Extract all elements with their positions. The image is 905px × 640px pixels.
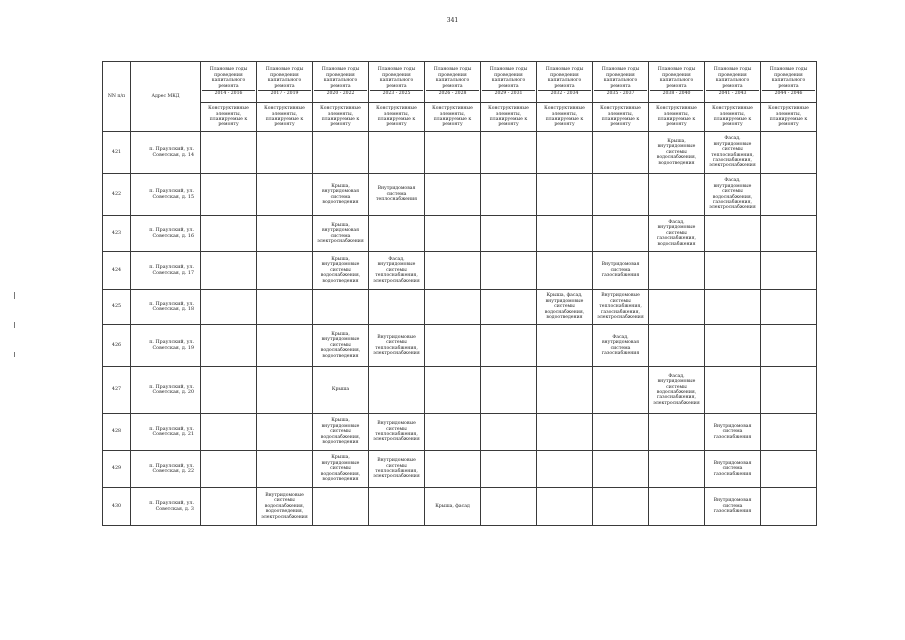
row-elements-cell (481, 325, 537, 367)
header-period-years: 2041 - 2043 (706, 90, 759, 96)
header-period-years: 2023 - 2025 (370, 90, 423, 96)
row-elements-cell: Внутридомовая система газоснабжения (593, 252, 649, 290)
header-period (313, 62, 369, 103)
row-elements-cell: Крыша, внутридомовые системы водоснабжения, водоотведения (649, 132, 705, 174)
table-body (103, 132, 817, 526)
header-period (369, 62, 425, 103)
row-elements-cell (761, 414, 817, 451)
row-elements-cell (649, 451, 705, 488)
header-period (425, 62, 481, 103)
row-elements-cell (257, 451, 313, 488)
table-header (103, 62, 817, 132)
header-period-years: 2017 - 2019 (258, 90, 311, 96)
row-elements-cell: Фасад, внутридомовые системы теплоснабжения, электроснабжения (369, 252, 425, 290)
row-address: п. Праулский, ул. Советская, д. 21 (131, 414, 201, 451)
row-elements-cell: Внутридомовая система газоснабжения (705, 488, 761, 526)
row-elements-cell (201, 290, 257, 325)
row-elements-cell (257, 174, 313, 216)
row-elements-cell: Внутридомовая система теплоснабжения (369, 174, 425, 216)
row-elements-cell (369, 290, 425, 325)
scan-mark (14, 322, 15, 328)
row-elements-cell (761, 325, 817, 367)
row-elements-cell: Внутридомовая система газоснабжения (705, 451, 761, 488)
row-elements-cell (761, 252, 817, 290)
header-period-years: 2029 - 2031 (482, 90, 535, 96)
header-period (593, 62, 649, 103)
header-address: Адрес МКД (131, 62, 201, 132)
row-elements-cell: Фасад, внутридомовые системы водоснабжения, газоснабжения, электроснабжения (649, 367, 705, 414)
row-elements-cell (481, 132, 537, 174)
row-elements-cell (257, 290, 313, 325)
row-elements-cell (201, 174, 257, 216)
header-period-label: Плановые годы проведения капитального ремонта (545, 67, 584, 89)
row-elements-cell: Фасад, внутридомовые системы теплоснабжения, газоснабжения, электроснабжения (705, 132, 761, 174)
row-elements-cell (201, 252, 257, 290)
header-period-label: Плановые годы проведения капитального ремонта (377, 67, 416, 89)
table-row (103, 290, 817, 325)
row-address: п. Праулский, ул. Советская, д. 14 (131, 132, 201, 174)
header-elements: Конструктивные элементы, планируемые к ремонту (649, 103, 705, 132)
row-elements-cell (313, 290, 369, 325)
scan-mark (14, 352, 15, 357)
header-period-label: Плановые годы проведения капитального ремонта (489, 67, 528, 89)
row-number: 421 (103, 132, 131, 174)
header-elements: Конструктивные элементы, планируемые к ремонту (425, 103, 481, 132)
row-elements-cell (201, 132, 257, 174)
row-elements-cell (537, 174, 593, 216)
repair-schedule-table (102, 61, 817, 526)
header-period (537, 62, 593, 103)
row-elements-cell: Фасад, внутридомовые системы газоснабжения, водоснабжения (649, 216, 705, 252)
row-elements-cell (201, 414, 257, 451)
row-elements-cell: Крыша, внутридомовые системы водоснабжения, водоотведения (313, 325, 369, 367)
row-elements-cell (201, 451, 257, 488)
row-elements-cell (257, 367, 313, 414)
row-number: 429 (103, 451, 131, 488)
row-elements-cell (593, 414, 649, 451)
row-elements-cell (593, 451, 649, 488)
row-elements-cell: Крыша, фасад, внутридомовые системы водоснабжения, водоотведения (537, 290, 593, 325)
row-elements-cell (705, 367, 761, 414)
row-elements-cell: Крыша, внутридомовая система электроснабжения (313, 216, 369, 252)
row-elements-cell (425, 290, 481, 325)
row-elements-cell: Внутридомовые системы теплоснабжения, электроснабжения (369, 414, 425, 451)
row-elements-cell (425, 414, 481, 451)
row-elements-cell: Крыша, внутридомовые системы водоснабжения, водоотведения (313, 451, 369, 488)
row-elements-cell (649, 488, 705, 526)
row-elements-cell (593, 367, 649, 414)
row-elements-cell (761, 367, 817, 414)
row-address: п. Праулский, ул. Советская, д. 3 (131, 488, 201, 526)
row-elements-cell (593, 216, 649, 252)
row-elements-cell (705, 252, 761, 290)
row-elements-cell (481, 488, 537, 526)
header-period-label: Плановые годы проведения капитального ремонта (265, 67, 304, 89)
row-elements-cell (761, 132, 817, 174)
row-elements-cell (481, 451, 537, 488)
table-row (103, 325, 817, 367)
row-number: 426 (103, 325, 131, 367)
row-elements-cell (369, 488, 425, 526)
row-number: 428 (103, 414, 131, 451)
header-elements: Конструктивные элементы, планируемые к ремонту (481, 103, 537, 132)
row-elements-cell (425, 325, 481, 367)
row-elements-cell (425, 216, 481, 252)
table-row (103, 174, 817, 216)
header-period-label: Плановые годы проведения капитального ремонта (713, 67, 752, 89)
row-elements-cell (593, 174, 649, 216)
header-period (649, 62, 705, 103)
header-elements: Конструктивные элементы, планируемые к ремонту (593, 103, 649, 132)
row-elements-cell (369, 216, 425, 252)
row-number: 425 (103, 290, 131, 325)
row-elements-cell: Фасад, внутридомовые системы водоснабжения, газоснабжения, электроснабжения (705, 174, 761, 216)
table-row (103, 216, 817, 252)
row-number: 430 (103, 488, 131, 526)
row-elements-cell (201, 488, 257, 526)
row-elements-cell (481, 174, 537, 216)
row-elements-cell (481, 414, 537, 451)
header-elements: Конструктивные элементы, планируемые к ремонту (369, 103, 425, 132)
row-elements-cell (537, 488, 593, 526)
row-elements-cell: Внутридомовые системы теплоснабжения, газоснабжения, электроснабжения (593, 290, 649, 325)
row-address: п. Праулский, ул. Советская, д. 16 (131, 216, 201, 252)
row-elements-cell: Крыша, внутридомовые системы водоснабжения, водоотведения (313, 252, 369, 290)
header-period-years: 2032 - 2034 (538, 90, 591, 96)
table-row (103, 367, 817, 414)
header-period (705, 62, 761, 103)
row-elements-cell: Внутридомовые системы теплоснабжения, электроснабжения (369, 325, 425, 367)
row-elements-cell (201, 367, 257, 414)
row-elements-cell: Внутридомовая система газоснабжения (705, 414, 761, 451)
row-elements-cell (425, 132, 481, 174)
table-row (103, 252, 817, 290)
header-period-label: Плановые годы проведения капитального ремонта (601, 67, 640, 89)
row-elements-cell (369, 367, 425, 414)
header-period-label: Плановые годы проведения капитального ремонта (209, 67, 248, 89)
row-elements-cell (649, 252, 705, 290)
header-period-years: 2038 - 2040 (650, 90, 703, 96)
header-num: NN п/п (103, 62, 131, 132)
row-number: 423 (103, 216, 131, 252)
row-elements-cell (593, 488, 649, 526)
row-elements-cell (481, 367, 537, 414)
row-elements-cell (425, 252, 481, 290)
row-elements-cell (649, 174, 705, 216)
row-elements-cell: Крыша, внутридомовая система водоотведения (313, 174, 369, 216)
row-elements-cell (761, 451, 817, 488)
header-period (201, 62, 257, 103)
row-elements-cell (649, 325, 705, 367)
row-elements-cell (257, 132, 313, 174)
row-elements-cell: Крыша, внутридомовые системы водоснабжения, водоотведения (313, 414, 369, 451)
table-row (103, 488, 817, 526)
row-number: 427 (103, 367, 131, 414)
row-elements-cell (201, 216, 257, 252)
row-address: п. Праулский, ул. Советская, д. 15 (131, 174, 201, 216)
header-period-years: 2014 - 2016 (202, 90, 255, 96)
row-elements-cell (649, 290, 705, 325)
header-period (761, 62, 817, 103)
row-elements-cell: Внутридомовые системы теплоснабжения, электроснабжения (369, 451, 425, 488)
header-period-years: 2044 - 2046 (762, 90, 815, 96)
header-period (257, 62, 313, 103)
header-elements: Конструктивные элементы, планируемые к ремонту (705, 103, 761, 132)
row-address: п. Праулский, ул. Советская, д. 19 (131, 325, 201, 367)
row-number: 422 (103, 174, 131, 216)
row-elements-cell (537, 451, 593, 488)
header-period-years: 2026 - 2028 (426, 90, 479, 96)
row-elements-cell (705, 290, 761, 325)
table-row (103, 132, 817, 174)
row-elements-cell (537, 132, 593, 174)
header-elements: Конструктивные элементы, планируемые к ремонту (761, 103, 817, 132)
row-number: 424 (103, 252, 131, 290)
row-elements-cell (537, 367, 593, 414)
row-elements-cell: Внутридомовые системы водоснабжения, водоотведения, электроснабжения (257, 488, 313, 526)
header-period-years: 2035 - 2037 (594, 90, 647, 96)
header-period (481, 62, 537, 103)
row-elements-cell (537, 414, 593, 451)
row-elements-cell (481, 290, 537, 325)
row-elements-cell (761, 174, 817, 216)
row-elements-cell (313, 488, 369, 526)
row-elements-cell (705, 325, 761, 367)
row-elements-cell (537, 325, 593, 367)
row-elements-cell (761, 216, 817, 252)
row-elements-cell (257, 325, 313, 367)
page-number: 341 (446, 17, 459, 24)
row-address: п. Праулский, ул. Советская, д. 17 (131, 252, 201, 290)
row-address: п. Праулский, ул. Советская, д. 18 (131, 290, 201, 325)
row-elements-cell (705, 216, 761, 252)
row-elements-cell (425, 174, 481, 216)
row-address: п. Праулский, ул. Советская, д. 20 (131, 367, 201, 414)
header-elements: Конструктивные элементы, планируемые к ремонту (257, 103, 313, 132)
header-elements: Конструктивные элементы, планируемые к ремонту (537, 103, 593, 132)
row-elements-cell (481, 252, 537, 290)
row-elements-cell (537, 216, 593, 252)
scan-mark (14, 292, 15, 299)
header-elements: Конструктивные элементы, планируемые к ремонту (313, 103, 369, 132)
row-elements-cell (201, 325, 257, 367)
row-elements-cell (761, 488, 817, 526)
row-elements-cell (481, 216, 537, 252)
row-elements-cell (649, 414, 705, 451)
row-elements-cell (593, 132, 649, 174)
table-row (103, 414, 817, 451)
table-row (103, 451, 817, 488)
header-period-label: Плановые годы проведения капитального ремонта (657, 67, 696, 89)
row-address: п. Праулский, ул. Советская, д. 22 (131, 451, 201, 488)
header-period-label: Плановые годы проведения капитального ремонта (769, 67, 808, 89)
row-elements-cell (537, 252, 593, 290)
header-period-years: 2020 - 2022 (314, 90, 367, 96)
row-elements-cell (313, 132, 369, 174)
row-elements-cell (369, 132, 425, 174)
header-period-label: Плановые годы проведения капитального ремонта (433, 67, 472, 89)
row-elements-cell: Крыша (313, 367, 369, 414)
row-elements-cell (257, 216, 313, 252)
row-elements-cell: Крыша, фасад (425, 488, 481, 526)
row-elements-cell: Фасад, внутридомовая система газоснабжения (593, 325, 649, 367)
row-elements-cell (425, 367, 481, 414)
header-elements: Конструктивные элементы, планируемые к ремонту (201, 103, 257, 132)
row-elements-cell (761, 290, 817, 325)
row-elements-cell (257, 252, 313, 290)
header-period-label: Плановые годы проведения капитального ремонта (321, 67, 360, 89)
row-elements-cell (257, 414, 313, 451)
row-elements-cell (425, 451, 481, 488)
